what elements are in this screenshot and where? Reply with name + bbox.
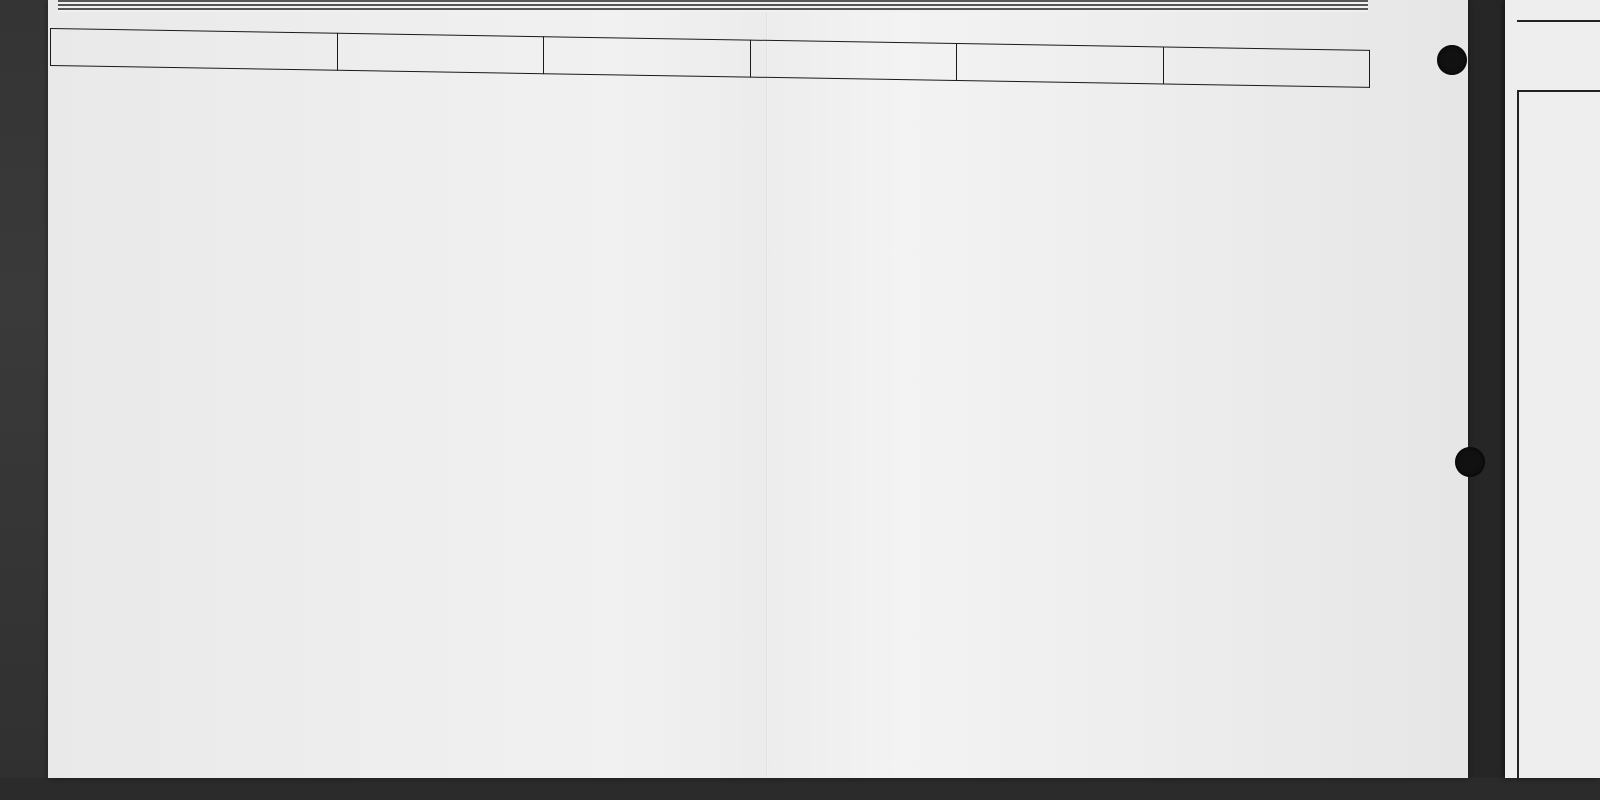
header-biposto-95 <box>957 44 1163 84</box>
header-specification <box>51 29 338 71</box>
header-stripes <box>58 0 1368 12</box>
next-page-edge <box>1505 0 1600 778</box>
header-sp-94 <box>544 37 750 77</box>
next-page-grid <box>1517 90 1600 780</box>
specification-body <box>51 66 1370 800</box>
header-senna-95 <box>750 40 956 80</box>
header-strada-94 <box>338 33 544 73</box>
binder-hole-top <box>1437 45 1467 75</box>
binder-hole-middle <box>1455 447 1485 477</box>
header-sp-95 <box>1163 47 1369 87</box>
specification-table <box>50 28 1370 800</box>
